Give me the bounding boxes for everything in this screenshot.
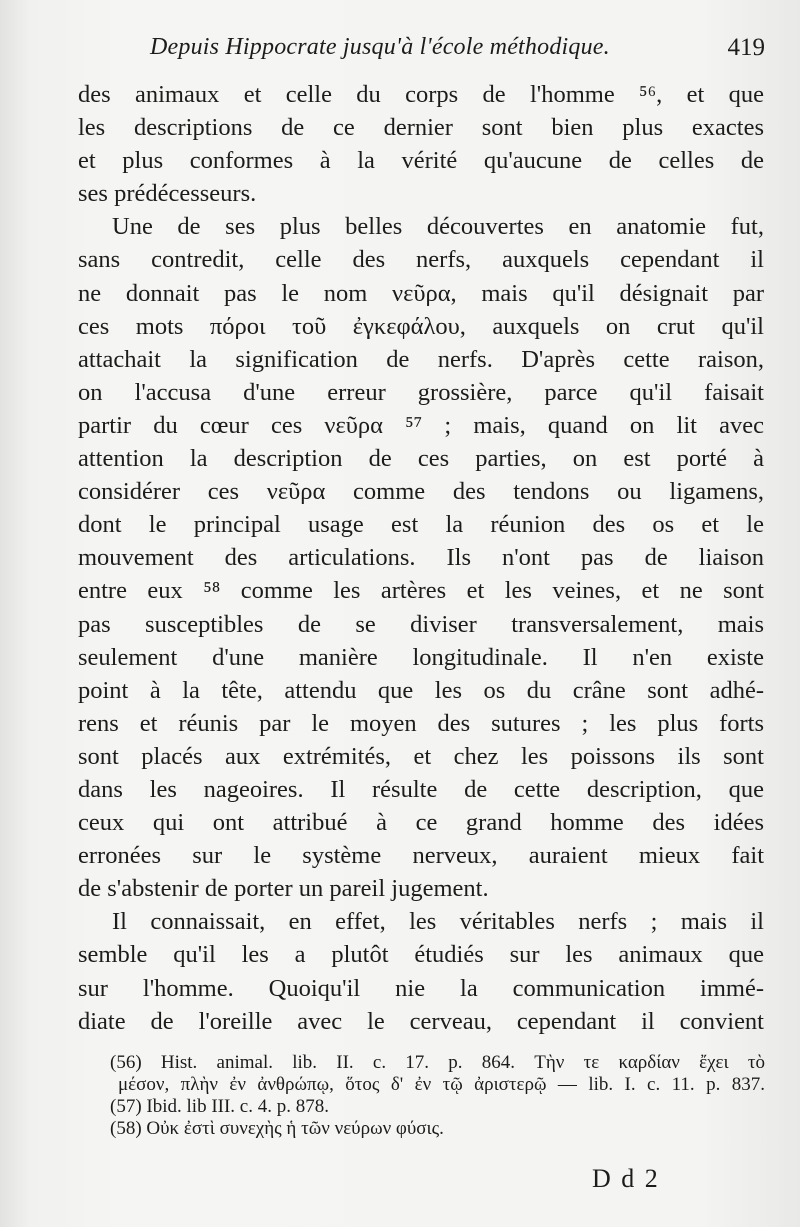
footnote-56: (56) Hist. animal. lib. II. c. 17. p. 864. Τὴν τε καρδίαν ἔχει τὸ <box>110 1052 765 1073</box>
text-line: mouvement des articulations. Ils n'ont pas de liaison <box>78 544 764 572</box>
text-line: Une de ses plus belles découvertes en anatomie fut, <box>112 213 764 241</box>
running-title: Depuis Hippocrate jusqu'à l'école méthodique. <box>150 34 610 60</box>
text-line: Il connaissait, en effet, les véritables nerfs ; mais il <box>112 908 764 936</box>
text-line: considérer ces νεῦρα comme des tendons ou ligamens, <box>78 478 764 506</box>
text-line: rens et réunis par le moyen des sutures ; les plus forts <box>78 709 764 737</box>
text-line: ces mots πόροι τοῦ ἐγκεφάλου, auxquels on crut qu'il <box>78 312 764 340</box>
text-line: diate de l'oreille avec le cerveau, cependant il convient <box>78 1007 764 1035</box>
text-line: ceux qui ont attribué à ce grand homme des idées <box>78 809 764 837</box>
text-line: on l'accusa d'une erreur grossière, parce qu'il faisait <box>78 378 764 406</box>
text-line: attention la description de ces parties, on est porté à <box>78 445 764 473</box>
text-line: point à la tête, attendu que les os du crâne sont adhé- <box>78 676 764 704</box>
text-line: seulement d'une manière longitudinale. Il n'en existe <box>78 643 764 671</box>
text-line: dont le principal usage est la réunion des os et le <box>78 511 764 539</box>
text-line: sans contredit, celle des nerfs, auxquels cependant il <box>78 246 764 274</box>
footnote-57: (57) Ibid. lib III. c. 4. p. 878. <box>110 1096 329 1117</box>
footnote-58: (58) Οὐκ ἐστὶ συνεχὴς ἡ τῶν νεύρων φύσις. <box>110 1118 444 1139</box>
footnotes <box>110 1052 765 1140</box>
text-line: sur l'homme. Quoiqu'il nie la communication immé- <box>78 974 764 1002</box>
text-line: semble qu'il les a plutôt étudiés sur les animaux que <box>78 941 764 969</box>
text-line: de s'abstenir de porter un pareil jugement. <box>78 875 489 903</box>
text-line: ses prédécesseurs. <box>78 180 257 208</box>
text-line: pas susceptibles de se diviser transversalement, mais <box>78 610 764 638</box>
text-line: sont placés aux extrémités, et chez les poissons ils sont <box>78 742 764 770</box>
signature-mark: D d 2 <box>592 1164 660 1193</box>
text-line: attachait la signification de nerfs. D'après cette raison, <box>78 345 764 373</box>
text-line: partir du cœur ces νεῦρα ⁵⁷ ; mais, quand on lit avec <box>78 411 764 439</box>
text-line: et plus conformes à la vérité qu'aucune de celles de <box>78 147 764 175</box>
text-line: erronées sur le système nerveux, auraient mieux fait <box>78 842 764 870</box>
text-line: dans les nageoires. Il résulte de cette description, que <box>78 775 764 803</box>
text-line: entre eux ⁵⁸ comme les artères et les veines, et ne sont <box>78 577 764 605</box>
page-header <box>150 34 765 74</box>
text-line: les descriptions de ce dernier sont bien plus exactes <box>78 114 764 142</box>
page-number: 419 <box>727 34 765 61</box>
text-line: des animaux et celle du corps de l'homme ⁵⁶, et que <box>78 81 764 108</box>
footnote-56-continued: μέσον, πλὴν ἐν ἀνθρώπῳ, ὅτος δ' ἐν τῷ ἀριστερῷ — lib. I. c. 11. p. 837. <box>118 1074 765 1095</box>
body-text <box>78 78 764 1038</box>
text-line: ne donnait pas le nom νεῦρα, mais qu'il désignait par <box>78 279 764 307</box>
